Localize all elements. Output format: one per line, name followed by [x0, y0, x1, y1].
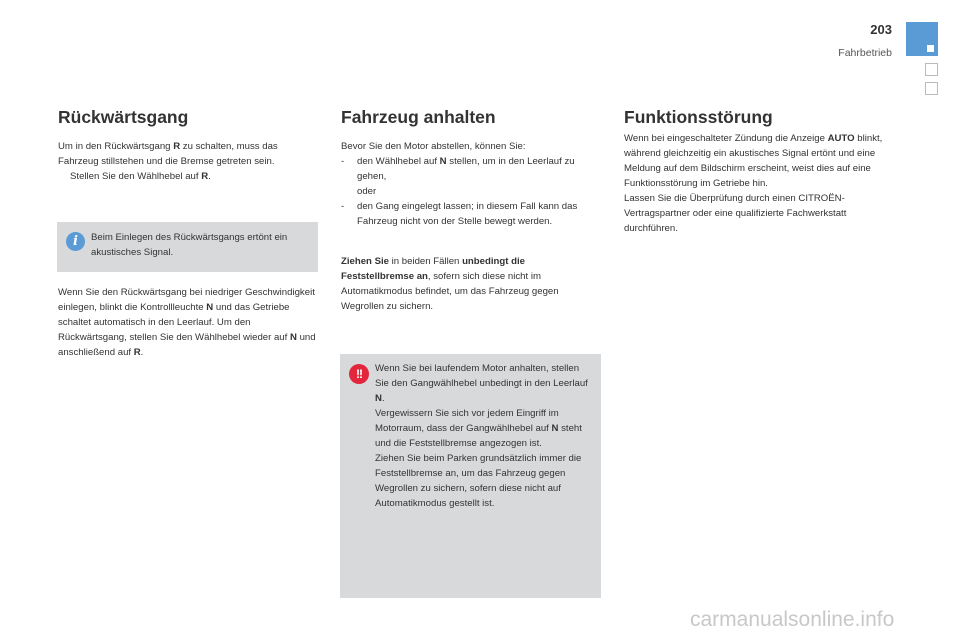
- gear-r: R: [133, 347, 141, 358]
- text: Ziehen Sie beim Parken grundsätzlich immer die Feststellbremse an, um das Fahrzeug gegen Wegrollen zu sichern, sofern diese nicht auf Automatikmodus gestellt ist.: [375, 453, 582, 509]
- col1-para: [58, 285, 320, 360]
- text: Stellen Sie den Wählhebel auf: [70, 171, 202, 182]
- heading-fahrzeug-anhalten: Fahrzeug anhalten: [341, 107, 496, 127]
- emphasis: unbedingt die Feststellbremse an: [341, 256, 525, 282]
- text: Vergewissern Sie sich vor jedem Eingriff im Motorraum, dass der Gangwählhebel auf: [375, 408, 559, 434]
- col1-intro: [58, 139, 318, 169]
- info-box-text: Beim Einlegen des Rückwärtsgangs ertönt ein akustisches Signal.: [91, 232, 288, 258]
- emphasis: Ziehen Sie: [341, 256, 389, 267]
- watermark: carmanualsonline.info: [690, 608, 895, 631]
- text-oder: oder: [357, 186, 377, 197]
- info-icon: i: [66, 232, 85, 251]
- chapter-tab-box-2: [925, 82, 938, 95]
- col2-intro: Bevor Sie den Motor abstellen, können Sie:: [341, 141, 526, 152]
- text: .: [208, 171, 211, 182]
- text: .: [140, 347, 144, 358]
- gear-n: N: [375, 393, 382, 404]
- text: und das Getriebe schaltet automatisch in den Leerlauf. Um den Rückwärtsgang, stellen Sie den Wählhebel wieder auf: [58, 302, 290, 343]
- chapter-tab-box-1: [925, 63, 938, 76]
- text: Wenn Sie den Rückwärtsgang bei niedriger Geschwindigkeit einlegen, blinkt die Kontrollleuchte: [58, 287, 315, 313]
- gear-n: N: [289, 332, 297, 343]
- warning-icon: !!: [349, 364, 369, 384]
- text: , sofern sich diese nicht im Automatikmodus befindet, um das Fahrzeug gegen Wegrollen zu sichern.: [341, 271, 559, 312]
- text: blinkt, während gleichzeitig ein akustisches Signal ertönt und eine Meldung auf dem Bildschirm erscheint, weist dies auf eine Funktionsstörung im Getriebe hin.: [624, 133, 883, 189]
- chapter-tab: [906, 22, 938, 56]
- text: und anschließend auf: [58, 332, 316, 358]
- dash-marker: -: [341, 156, 345, 167]
- heading-funktionsstoerung: Funktionsstörung: [624, 107, 773, 127]
- gear-n: N: [206, 302, 214, 313]
- dash-marker: -: [341, 201, 345, 212]
- text: stellen, um in den Leerlauf zu gehen,: [357, 156, 575, 182]
- text: Wenn bei eingeschalteter Zündung die Anzeige: [624, 133, 828, 144]
- heading-rueckwaertsgang: Rückwärtsgang: [58, 107, 189, 127]
- page-number: 203: [870, 22, 892, 37]
- tab-marker: [927, 45, 934, 52]
- text: steht und die Feststellbremse angezogen ist.: [375, 423, 582, 449]
- col1-bullet: [58, 169, 318, 184]
- section-label: Fahrbetrieb: [838, 47, 892, 59]
- text: .: [381, 393, 385, 404]
- gear-r: R: [173, 141, 181, 152]
- gear-n: N: [551, 423, 559, 434]
- col2-para: [341, 254, 599, 314]
- text: Wenn Sie bei laufendem Motor anhalten, stellen Sie den Gangwählhebel unbedingt in den Leerlauf: [375, 363, 588, 389]
- warning-box-text: [375, 361, 595, 511]
- col2-item-1: [341, 154, 603, 199]
- gear-n: N: [439, 156, 447, 167]
- col2-item-2: [341, 199, 603, 229]
- col2-list-block: [341, 139, 603, 229]
- text: den Gang eingelegt lassen; in diesem Fall kann das Fahrzeug nicht von der Stelle bewegt werden.: [357, 201, 578, 227]
- auto-label: AUTO: [827, 133, 855, 144]
- text: Um in den Rückwärtsgang: [58, 141, 174, 152]
- text: den Wählhebel auf: [357, 156, 440, 167]
- col3-para: [624, 131, 886, 236]
- text: Lassen Sie die Überprüfung durch einen CITROËN-Vertragspartner oder eine qualifizierte Fachwerkstatt durchführen.: [624, 193, 847, 234]
- gear-r: R: [201, 171, 209, 182]
- text: in beiden Fällen: [388, 256, 463, 267]
- col1-intro-block: [58, 139, 318, 184]
- text: zu schalten, muss das Fahrzeug stillstehen und die Bremse getreten sein.: [58, 141, 278, 167]
